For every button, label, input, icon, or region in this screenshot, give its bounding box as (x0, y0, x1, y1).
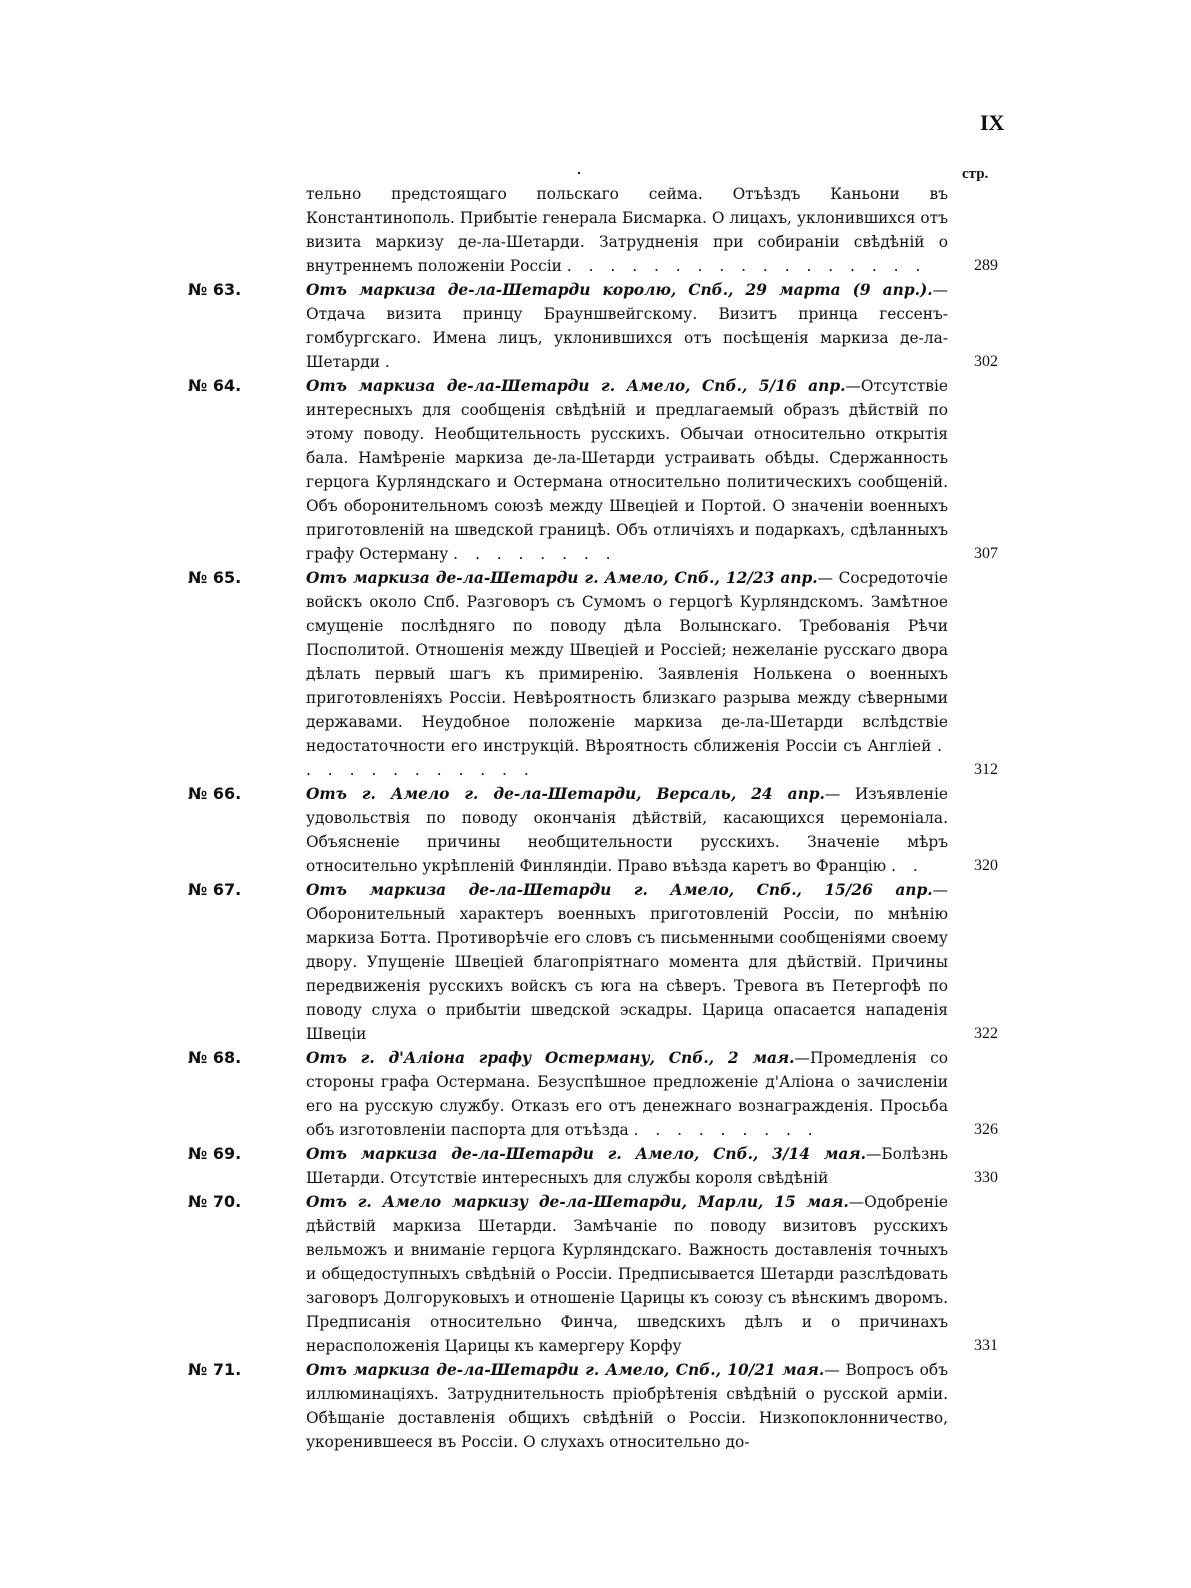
toc-entry (0, 1358, 1191, 1454)
entry-text (306, 1190, 948, 1358)
print-speck (578, 172, 580, 174)
page-number: IX (980, 110, 1005, 135)
toc-entry (0, 878, 1191, 1046)
dot-leader: . . . . . . . . . (633, 1121, 819, 1139)
entry-number: № 70. (188, 1192, 242, 1211)
entry-page: 312 (974, 761, 998, 778)
entry-page: 331 (974, 1337, 998, 1354)
entry-page: 330 (974, 1169, 998, 1186)
entry-text (306, 182, 948, 278)
dot-leader: . . . . . . . . . . . . . . . . . (566, 257, 927, 275)
dot-leader: . . . . . . . . (453, 545, 617, 563)
entry-number: № 67. (188, 880, 242, 899)
toc-entry (0, 1142, 1191, 1190)
entry-number: № 65. (188, 568, 242, 587)
entry-description: —Болѣзнь Шетарди. Отсутствіе интересныхъ для службы короля свѣдѣній (306, 1145, 948, 1187)
entry-page: 326 (974, 1121, 998, 1138)
entry-text (306, 1142, 948, 1190)
entry-page: 289 (974, 257, 998, 274)
entry-text (306, 782, 948, 878)
toc-entry (0, 1046, 1191, 1142)
entry-title: Отъ маркиза де-ла-Шетарди г. Амело, Спб., 10/21 мая. (306, 1361, 825, 1379)
entry-text (306, 1358, 948, 1454)
entry-text (306, 878, 948, 1046)
dot-leader: . . . . . . . . . . . . (306, 737, 948, 779)
entry-number: № 63. (188, 280, 242, 299)
entry-title: Отъ маркиза де-ла-Шетарди г. Амело, Спб., 5/16 апр. (306, 377, 846, 395)
entry-description: тельно предстоящаго польскаго сейма. Отъѣздъ Каньони въ Константинополь. Прибытіе генерала Бисмарка. О лицахъ, уклонившихся отъ визита маркизу де-ла-Шетарди. Затрудненія при собираніи свѣдѣній о внутреннемъ положеніи Россіи (306, 185, 948, 275)
entry-description: —Оборонительный характеръ военныхъ приготовленій Россіи, по мнѣнію маркиза Ботта. Противорѣчіе его словъ съ письменными сообщеніями своему двору. Упущеніе Швеціей благопріятнаго момента для дѣйствій. Причины передвиженія русскихъ войскъ съ юга на сѣверъ. Тревога въ Петергофѣ по поводу слуха о прибытіи шведской эскадры. Царица опасается нападенія Швеціи (306, 881, 948, 1043)
toc-entry (0, 782, 1191, 878)
entry-number: № 66. (188, 784, 242, 803)
toc-entry (0, 182, 1191, 278)
entry-text (306, 278, 948, 374)
entry-description: — Сосредоточіе войскъ около Спб. Разговоръ съ Сумомъ о герцогѣ Курляндскомъ. Замѣтное смущеніе послѣдняго по поводу дѣла Волынскаго. Требованія Рѣчи Посполитой. Отношенія между Швеціей и Россіей; нежеланіе русскаго двора дѣлать первый шагъ къ примиренію. Заявленія Нолькена о военныхъ приготовленіяхъ Россіи. Невѣроятность близкаго разрыва между сѣверными державами. Неудобное положеніе маркиза де-ла-Шетарди вслѣдствіе недостаточности его инструкцій. Вѣроятность сближенія Россіи съ Англіей (306, 569, 949, 755)
entry-number: № 69. (188, 1144, 242, 1163)
entry-number: № 64. (188, 376, 242, 395)
entry-page: 307 (974, 545, 998, 562)
entry-text (306, 374, 948, 566)
toc-entry (0, 278, 1191, 374)
entry-description: —Одобреніе дѣйствій маркиза Шетарди. Замѣчаніе по поводу визитовъ русскихъ вельможъ и вниманіе герцога Курляндскаго. Важность доставленія точныхъ и общедоступныхъ свѣдѣній о Россіи. Предписывается Шетарди разслѣдовать заговоръ Долгоруковыхъ и отношеніе Царицы къ союзу съ вѣнскимъ дворомъ. Предписанія относительно Финча, шведскихъ дѣлъ и о причинахъ нерасположенія Царицы къ камергеру Корфу (306, 1193, 948, 1355)
entry-page: 320 (974, 857, 998, 874)
toc-entry (0, 1190, 1191, 1358)
page-column-header: стр. (962, 166, 989, 182)
entry-text (306, 566, 948, 782)
entry-title: Отъ г. д'Аліона графу Остерману, Спб., 2 мая. (306, 1049, 795, 1067)
entry-title: Отъ г. Амело маркизу де-ла-Шетарди, Марли, 15 мая. (306, 1193, 849, 1211)
entry-number: № 71. (188, 1360, 242, 1379)
entry-title: Отъ маркиза де-ла-Шетарди г. Амело, Спб., 12/23 апр. (306, 569, 818, 587)
entry-title: Отъ маркиза де-ла-Шетарди г. Амело, Спб., 3/14 мая. (306, 1145, 866, 1163)
entry-page: 302 (974, 353, 998, 370)
entry-title: Отъ маркиза де-ла-Шетарди г. Амело, Спб., 15/26 апр. (306, 881, 933, 899)
entry-text (306, 1046, 948, 1142)
entry-description: — Изъявленіе удовольствія по поводу окончанія дѣйствій, касающихся церемоніала. Объясненіе причины необщительности русскихъ. Значеніе мѣръ относительно укрѣпленій Финляндіи. Право въѣзда каретъ во Францію (306, 785, 948, 875)
entry-number: № 68. (188, 1048, 242, 1067)
table-of-contents (0, 182, 1191, 1454)
dot-leader: . (384, 353, 396, 371)
toc-entry (0, 566, 1191, 782)
entry-page: 322 (974, 1025, 998, 1042)
entry-description: — Отдача визита принцу Брауншвейгскому. Визитъ принца гессенъ-гомбургскаго. Имена лицъ, уклонившихся отъ посѣщенія маркиза де-ла-Шетарди (306, 281, 948, 371)
entry-description: — Вопросъ объ иллюминаціяхъ. Затруднительность пріобрѣтенія свѣдѣній о русской арміи. Обѣщаніе доставленія общихъ свѣдѣній о Россіи. Низкопоклонничество, укоренившееся въ Россіи. О слухахъ относительно до- (306, 1361, 948, 1451)
entry-title: Отъ г. Амело г. де-ла-Шетарди, Версаль, 24 апр. (306, 785, 825, 803)
entry-title: Отъ маркиза де-ла-Шетарди королю, Спб., 29 марта (9 апр.). (306, 281, 933, 299)
toc-entry (0, 374, 1191, 566)
entry-description: —Отсутствіе интересныхъ для сообщенія свѣдѣній и предлагаемый образъ дѣйствій по этому поводу. Необщительность русскихъ. Обычаи относительно открытія бала. Намѣреніе маркиза де-ла-Шетарди устраивать обѣды. Сдержанность герцога Курляндскаго и Остермана относительно политическихъ сообщеній. Объ оборонительномъ союзѣ между Швеціей и Портой. О значеніи военныхъ приготовленій на шведской границѣ. Объ отличіяхъ и подаркахъ, сдѣланныхъ графу Остерману (306, 377, 948, 563)
dot-leader: . . (891, 857, 924, 875)
entry-description: —Промедленія со стороны графа Остермана. Безуспѣшное предложеніе д'Аліона о зачисленіи его на русскую службу. Отказъ его отъ денежнаго вознагражденія. Просьба объ изготовленіи паспорта для отъѣзда (306, 1049, 949, 1139)
